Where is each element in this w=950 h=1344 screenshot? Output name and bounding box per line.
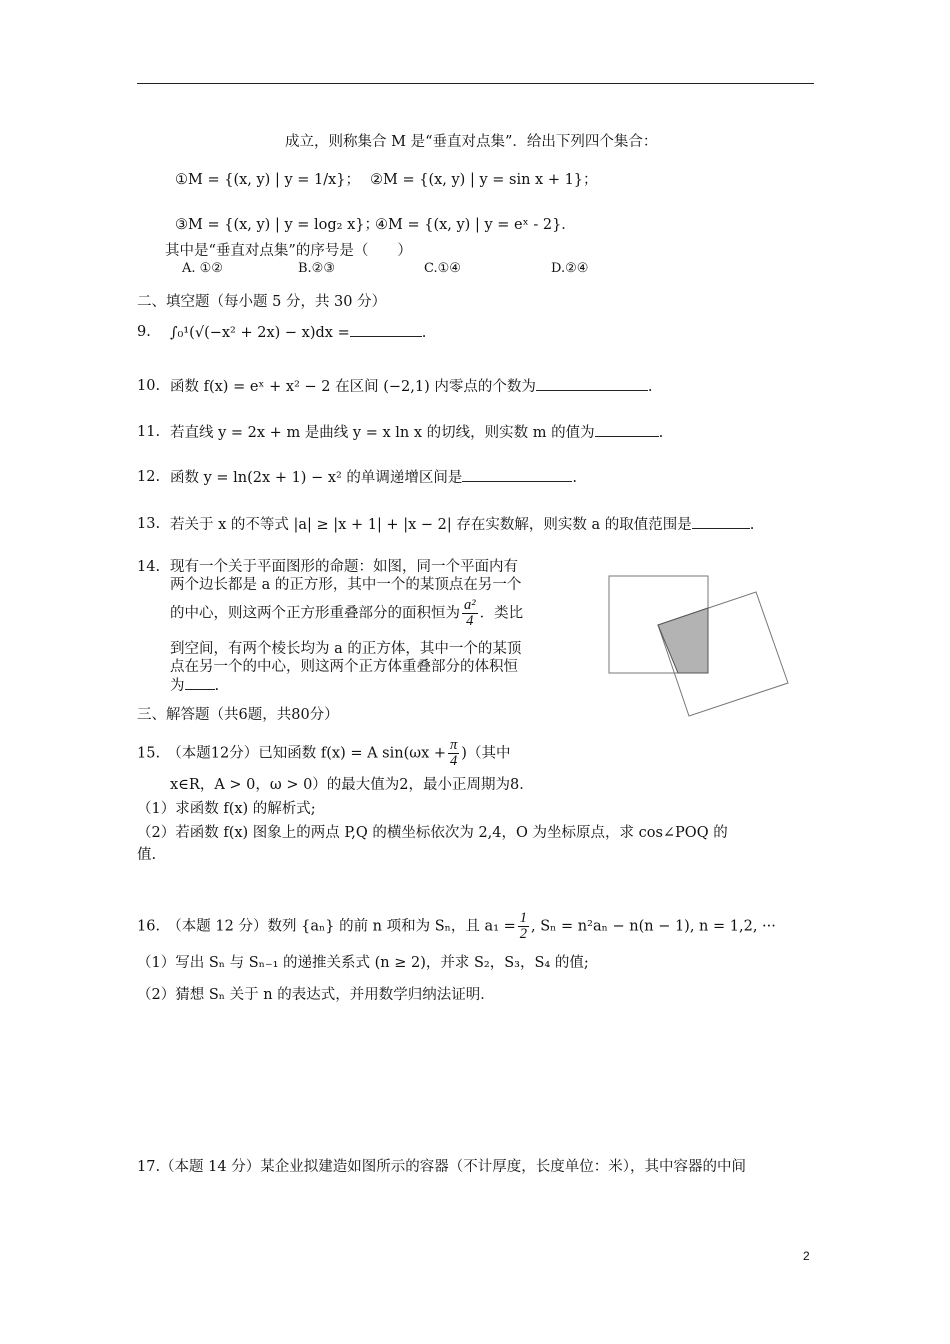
header-rule (137, 83, 814, 84)
q9-answer-blank (350, 322, 422, 337)
q16-half-den: 2 (519, 926, 528, 942)
overlapping-squares-figure (605, 572, 790, 722)
q16-line1 (137, 911, 776, 942)
q16-half-num: 1 (519, 910, 528, 926)
q8-question: 其中是“垂直对点集”的序号是（ ） (165, 243, 412, 259)
q14-line3-b: ．类比 (479, 605, 524, 622)
q17-line1: 17.（本题 14 分）某企业拟建造如图所示的容器（不计厚度，长度单位：米），其中容器的中间 (137, 1159, 746, 1175)
q8-option-b: B.②③ (298, 261, 335, 276)
q8-option-c: C.①④ (424, 261, 461, 276)
overlap-region (658, 608, 708, 673)
q10-number: 10. (137, 378, 161, 394)
q16-half-fraction (518, 911, 529, 942)
q8-set2: ②M = {(x, y) | y = sin x + 1}； (370, 172, 598, 188)
section-fill-in-heading: 二、填空题（每小题 5 分，共 30 分） (137, 294, 387, 310)
q9-number: 9. (137, 324, 151, 340)
q11-number: 11. (137, 424, 161, 440)
q13-end: . (749, 517, 755, 533)
q15-part1: （1）求函数 f(x) 的解析式; (137, 801, 316, 817)
q9-end: . (421, 325, 427, 341)
q15-part2: （2）若函数 f(x) 图象上的两点 P,Q 的横坐标依次为 2,4，O 为坐标原点，求 cos∠POQ 的 (137, 825, 728, 841)
q12-answer-blank (462, 467, 572, 482)
q12-end: . (572, 470, 578, 486)
q14-line3 (170, 598, 523, 629)
q10-end: . (647, 379, 653, 395)
q8-option-d: D.②④ (551, 261, 589, 276)
q8-set1: ①M = {(x, y) | y = 1/x}； (175, 172, 361, 188)
q9-expression (170, 322, 426, 343)
q14-answer-blank (185, 675, 215, 690)
q14-fraction (462, 598, 478, 629)
q16-part1: （1）写出 Sₙ 与 Sₙ₋₁ 的递推关系式 (n ≥ 2)，并求 S₂，S₃，S₄ 的值; (137, 955, 589, 971)
q14-frac-den: 4 (466, 613, 474, 629)
q8-set3: ③M = {(x, y) | y = log₂ x}； (175, 217, 379, 233)
q15-line1 (137, 738, 510, 769)
q8-option-a: A. ①② (182, 261, 223, 276)
q12-number: 12. (137, 469, 161, 485)
q15-line1-a: 15. （本题12分）已知函数 f(x) = A sin(ωx + (137, 745, 447, 762)
q8-set4: ④M = {(x, y) | y = eˣ - 2}． (375, 217, 576, 233)
q11-line (170, 422, 663, 443)
q14-line5: 点在另一个的中心，则这两个正方体重叠部分的体积恒 (170, 659, 518, 675)
q13-line (170, 514, 754, 535)
page-number: 2 (803, 1249, 810, 1263)
q12-line (170, 467, 577, 488)
q16-line1-b: , Sₙ = n²aₙ − n(n − 1), n = 1,2, ··· (531, 918, 776, 935)
q10-text: 函数 f(x) = eˣ + x² − 2 在区间 (−2,1) 内零点的个数为 (170, 379, 536, 395)
q15-line1-b: )（其中 (461, 745, 511, 762)
q11-text: 若直线 y = 2x + m 是曲线 y = x ln x 的切线，则实数 m 的值为 (170, 425, 595, 441)
q10-line (170, 376, 652, 397)
q14-line6-text: 为 (170, 678, 185, 694)
q13-answer-blank (692, 514, 750, 529)
q15-pi-fraction (448, 738, 459, 769)
q14-line6-end: . (214, 678, 220, 694)
q9-expr: ∫₀¹(√(−x² + 2x) − x)dx = (170, 325, 350, 341)
q14-line3-a: 的中心，则这两个正方形重叠部分的面积恒为 (170, 605, 460, 622)
q15-pi-num: π (450, 737, 458, 753)
q14-line2: 两个边长都是 a 的正方形，其中一个的某顶点在另一个 (170, 577, 522, 593)
q14-frac-num: a² (464, 597, 476, 613)
q14-line4: 到空间，有两个棱长均为 a 的正方体，其中一个的某顶 (170, 641, 522, 657)
q15-line2: x∈R，A > 0，ω > 0）的最大值为2，最小正周期为8． (170, 777, 534, 793)
q13-number: 13. (137, 516, 161, 532)
q12-text: 函数 y = ln(2x + 1) − x² 的单调递增区间是 (170, 470, 463, 486)
q13-text: 若关于 x 的不等式 |a| ≥ |x + 1| + |x − 2| 存在实数解，则实数 a 的取值范围是 (170, 517, 692, 533)
section-answer-heading: 三、解答题（共6题，共80分） (137, 707, 339, 723)
q10-answer-blank (536, 376, 648, 391)
q14-line1: 现有一个关于平面图形的命题：如图，同一个平面内有 (170, 559, 518, 575)
q11-answer-blank (595, 422, 659, 437)
q15-part2-end: 值. (137, 847, 157, 863)
q16-part2: （2）猜想 Sₙ 关于 n 的表达式，并用数学归纳法证明． (137, 987, 495, 1003)
q14-number: 14. (137, 559, 161, 575)
q14-line6 (170, 675, 219, 696)
q15-pi-den: 4 (450, 753, 458, 769)
q8-intro: 成立，则称集合 M 是“垂直对点集”．给出下列四个集合： (285, 134, 658, 150)
q16-line1-a: 16. （本题 12 分）数列 {aₙ} 的前 n 项和为 Sₙ，且 a₁ = (137, 918, 516, 935)
q11-end: . (658, 425, 664, 441)
